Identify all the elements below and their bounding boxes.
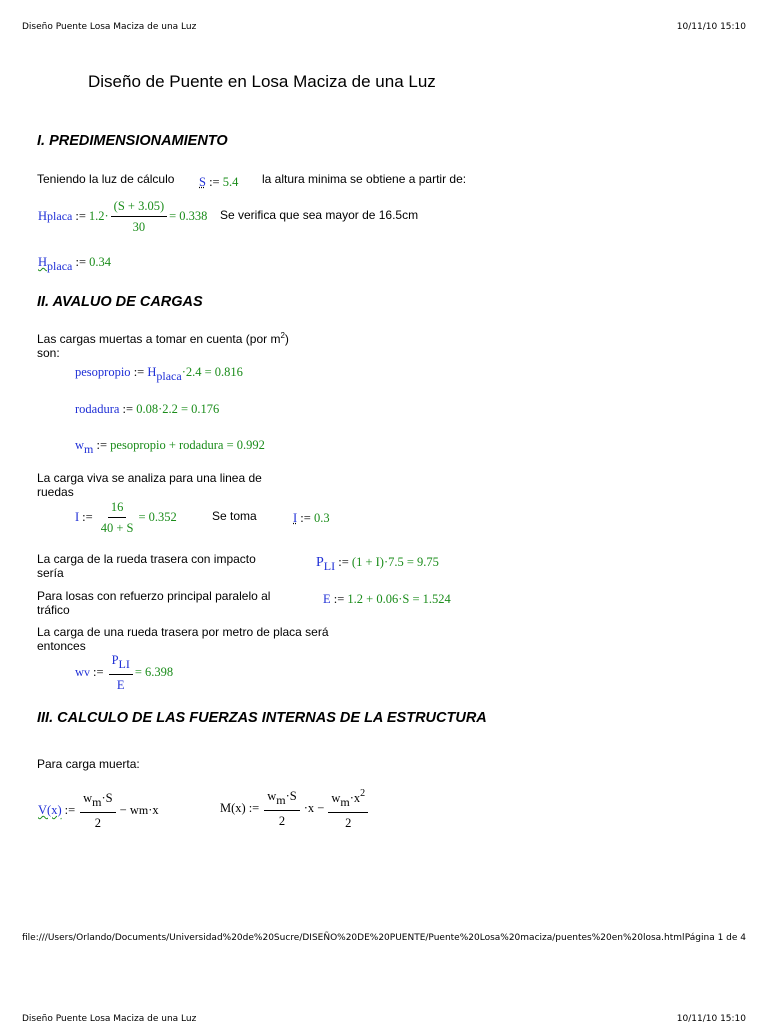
equation-wv: w v := $\frac{\text{PLI}}{E}$ = 6.398 [75,653,174,692]
equation-shear-V: V(x) := $\frac{wm\cdot S}{2}$ − w m ·x [38,791,159,830]
intro-text-2: la altura minima se obtiene a partir de: [262,172,467,186]
dead-load-label: Para carga muerta: [37,757,140,771]
print-header-datetime: 10/11/10 15:10 [676,22,746,32]
section-heading-predimensionamiento: I. PREDIMENSIONAMIENTO [37,133,228,149]
verification-note: Se verifica que sea mayor de 16.5cm [220,208,419,222]
equation-E: E := 1.2 + 0.06·S = 1.524 [323,592,451,606]
equation-PLI: PLI := (1 + I)·7.5 = 9.75 [316,555,439,573]
wheel-load-text: La carga de una rueda trasera por metro de placa será entonces [37,625,329,653]
equation-H-placa: H placa := 1.2· $\frac{(S + 3.05)}{30}$ = 0.338 [38,199,208,234]
equation-I-adopted: I := 0.3 [293,511,330,525]
dead-load-text: Las cargas muertas a tomar en cuenta (por $m^2$) son: [37,331,289,360]
equation-H-placa-adopted: Hplaca := 0.34 [38,255,111,273]
equation-moment-M: M(x) := $\frac{wm\cdot S}{2}$ ·x − $\frac{wm\cdot x^2}{2}$ [220,786,370,831]
page-title: Diseño de Puente en Losa Maciza de una Luz [88,72,436,91]
section-heading-avaluo: II. AVALUO DE CARGAS [37,294,203,310]
equation-rodadura: rodadura := 0.08·2.2 = 0.176 [75,402,220,416]
next-page-header-datetime: 10/11/10 15:10 [676,1014,746,1024]
section-heading-fuerzas-internas: III. CALCULO DE LAS FUERZAS INTERNAS DE LA ESTRUCTURA [37,710,487,726]
equation-I: I := $\frac{16}{40 + S}$ = 0.352 [75,500,177,535]
equation-wm: wm := pesopropio + rodadura = 0.992 [75,438,265,456]
print-footer-path: file:///Users/Orlando/Documents/Universidad%20de%20Sucre/DISEÑO%20DE%20PUENTE/Puente%20Losa%20maciza/puentes%20en%20losa.html [22,933,685,943]
print-header-title: Diseño Puente Losa Maciza de una Luz [22,22,197,32]
slab-reinforcement-text: Para losas con refuerzo principal paralelo al tráfico [37,589,271,617]
print-footer-page: Página 1 de 4 [684,933,746,943]
equation-S: S := 5.4 [199,175,239,189]
rear-wheel-text: La carga de la rueda trasera con impacto sería [37,552,256,580]
next-page-header-title: Diseño Puente Losa Maciza de una Luz [22,1014,197,1024]
live-load-text: La carga viva se analiza para una linea de ruedas [37,471,262,499]
equation-pesopropio: pesopropio := Hplaca·2.4 = 0.816 [75,365,243,383]
intro-text: Teniendo la luz de cálculo [37,172,175,186]
se-toma-text: Se toma [212,509,257,523]
